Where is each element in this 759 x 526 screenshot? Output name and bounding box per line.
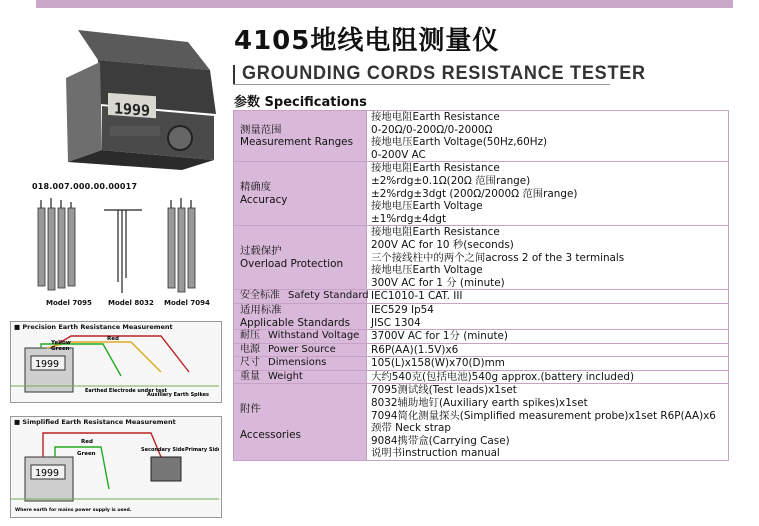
precision-measurement-diagram [10,321,222,403]
spec-label-en: Safety Standard [288,290,369,302]
spec-value-line: 3700V AC for 1分 (minute) [371,330,508,343]
svg-text:Red: Red [81,439,93,445]
spec-value-line: 8032辅助地钉(Auxiliary earth spikes)x1set [371,397,588,410]
spec-row [234,384,729,461]
svg-text:Yellow: Yellow [51,340,71,346]
spec-value-line: 说明书instruction manual [371,447,500,460]
spec-value-line: 接地电压Earth Voltage(50Hz,60Hz) [371,136,548,149]
spec-label-cn: 过载保护 [240,245,282,258]
spec-label [234,370,367,384]
spec-label [234,303,367,329]
spec-row [234,226,729,290]
spec-label-en: Accessories [240,429,301,442]
spec-value-line: 300V AC for 1 分 (minute) [371,276,505,289]
spec-value-line: ±2%rdg±3dgt (200Ω/2000Ω 范围range) [371,187,578,200]
spec-value-line: 接地电阻Earth Resistance [371,162,500,175]
spec-value-line: JISC 1304 [371,316,421,329]
product-code: 018.007.000.00.00017 [32,182,138,191]
specifications-heading: 参数 Specifications [234,95,367,110]
svg-text:Red: Red [107,336,119,342]
spec-row [234,357,729,371]
spec-label-cn: 耐压 [240,330,260,342]
spec-value-line: IEC529 Ip54 [371,303,434,316]
spec-value-line: 接地电阻Earth Resistance [371,226,500,239]
spec-label-en: Measurement Ranges [240,136,353,149]
svg-text:Earthed Electrode under test: Earthed Electrode under test [85,388,167,394]
spec-value [367,370,729,384]
spec-label [234,343,367,357]
spec-row [234,303,729,329]
spec-label-en: Overload Protection [240,257,344,270]
simplified-measurement-diagram [10,416,222,518]
spec-row [234,111,729,162]
spec-value-line: 200V AC for 10 秒(seconds) [371,238,514,251]
svg-text:1999: 1999 [35,359,60,370]
spec-value [367,226,729,290]
spec-value-line: 7094简化测量探头(Simplified measurement probe)x1set R6P(AA)x6 [371,409,716,422]
model-label-7094: Model 7094 [164,299,210,307]
spec-label-en: Dimensions [268,357,327,369]
svg-text:1999: 1999 [114,99,151,120]
spec-value-line: 三个接线柱中的两个之间across 2 of the 3 terminals [371,251,625,264]
spec-value-line: R6P(AA)(1.5V)x6 [371,343,459,356]
model-label-8032: Model 8032 [108,299,154,307]
spec-label-en: Withstand Voltage [268,330,360,342]
spec-value-line: IEC1010-1 CAT. III [371,290,463,303]
spec-value-line: 105(L)x158(W)x70(D)mm [371,357,505,370]
svg-text:Where earth for mains power su: Where earth for mains power supply is used. [15,508,132,513]
svg-text:Green: Green [51,346,70,352]
spec-value-line: 0-200V AC [371,148,426,161]
spec-label [234,330,367,344]
spec-row [234,290,729,304]
spec-value [367,162,729,226]
spec-value [367,303,729,329]
spec-row [234,162,729,226]
top-accent-bar [36,0,733,8]
spec-label [234,290,367,304]
svg-text:Secondary Side: Secondary Side [141,447,185,453]
wiring-diagram [11,332,219,400]
wiring-diagram [11,427,219,515]
spec-value [367,343,729,357]
page-title: 4105地线电阻测量仪 [234,26,500,56]
spec-value [367,384,729,461]
spec-value-line: ±2%rdg±0.1Ω(20Ω 范围range) [371,174,531,187]
spec-label-cn: 适用标准 [240,303,282,316]
spec-value [367,357,729,371]
tester-device-image [38,22,218,172]
model-label-7095: Model 7095 [46,299,92,307]
svg-text:1999: 1999 [35,468,60,479]
svg-text:Green: Green [77,451,96,457]
spec-value-line: 颈带 Neck strap [371,422,452,435]
svg-text:Primary Side: Primary Side [185,447,219,453]
spec-value-line: 0-20Ω/0-200Ω/0-2000Ω [371,123,493,136]
diagram-title: ■ Precision Earth Resistance Measurement [14,323,173,331]
spec-row [234,330,729,344]
spec-label-cn: 电源 [240,343,260,355]
spec-label [234,357,367,371]
spec-value [367,111,729,162]
spec-row [234,343,729,357]
spec-label-cn: 尺寸 [240,357,260,369]
spec-label [234,384,367,461]
specifications-table [233,110,729,461]
page-subtitle: GROUNDING CORDS RESISTANCE TESTER [242,63,646,84]
spec-label-cn: 安全标准 [240,290,280,302]
spec-value-line: 9084携带盒(Carrying Case) [371,434,510,447]
spec-value-line: ±1%rdg±4dgt [371,212,447,225]
title-accent-bar [233,65,235,85]
svg-text:Auxiliary Earth Spikes: Auxiliary Earth Spikes [147,392,210,398]
spec-value-line: 接地电压Earth Voltage [371,200,483,213]
spec-label-en: Power Source [268,343,336,355]
spec-value [367,290,729,304]
spec-value-line: 接地电压Earth Voltage [371,264,483,277]
spec-row [234,370,729,384]
spec-label [234,111,367,162]
spec-label-cn: 精确度 [240,181,272,194]
spec-label-en: Weight [268,370,303,382]
spec-value-line: 大约540克(包括电池)540g approx.(battery included) [371,370,635,383]
spec-label-cn: 测量范围 [240,123,282,136]
spec-label-en: Applicable Standards [240,316,351,329]
spec-label-cn: 重量 [240,370,260,382]
test-leads-image [32,198,220,308]
spec-label-en: Accuracy [240,193,288,206]
spec-label [234,162,367,226]
diagram-title: ■ Simplified Earth Resistance Measurement [14,418,176,426]
spec-label-cn: 附件 [240,402,261,415]
spec-value [367,330,729,344]
spec-value-line: 7095测试线(Test leads)x1set [371,384,517,397]
title-divider [233,84,610,85]
spec-label [234,226,367,290]
spec-value-line: 接地电阻Earth Resistance [371,111,500,123]
